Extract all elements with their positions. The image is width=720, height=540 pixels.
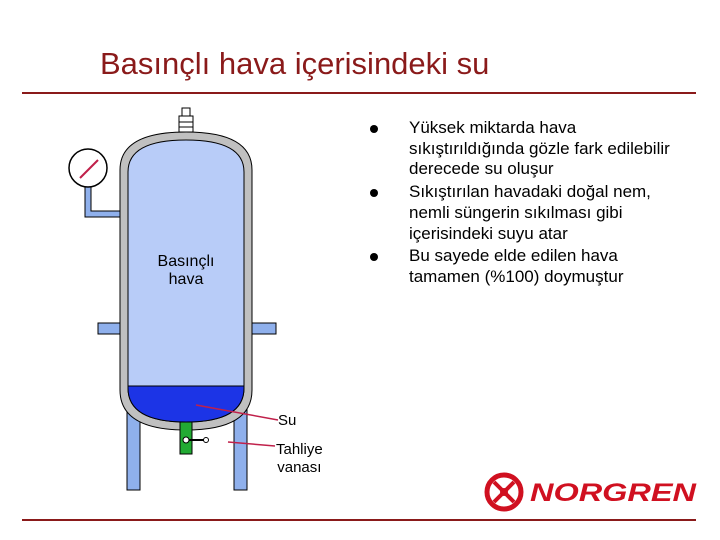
water-label: Su	[278, 412, 297, 429]
slide-title: Basınçlı hava içerisindeki su	[100, 46, 490, 81]
inlet-pipe-left	[98, 323, 122, 334]
bullet-text: Bu sayede elde edilen hava tamamen (%100) doymuştur	[409, 246, 624, 286]
drain-valve-label: Tahliye vanası	[276, 441, 323, 476]
bullet-item	[370, 118, 690, 180]
inlet-pipe-right	[252, 323, 276, 334]
bullet-dot-icon	[370, 189, 378, 197]
bullet-dot-icon	[370, 125, 378, 133]
norgren-emblem-icon	[487, 475, 521, 509]
bullet-text: Sıkıştırılan havadaki doğal nem, nemli süngerin sıkılması gibi içerisindeki suyu atar	[409, 182, 651, 243]
bullet-item	[370, 246, 690, 287]
bullet-text: Yüksek miktarda hava sıkıştırıldığında gözle fark edilebilir derecede su oluşur	[409, 118, 670, 179]
footer-divider	[22, 519, 696, 521]
bullet-item	[370, 182, 690, 244]
norgren-wordmark: NORGREN	[530, 479, 698, 507]
norgren-logo	[484, 470, 698, 514]
pressure-air-label: Basınçlı hava	[157, 253, 215, 288]
top-fitting	[179, 108, 193, 132]
bullet-dot-icon	[370, 253, 378, 261]
pressure-gauge-icon	[69, 149, 107, 187]
bullet-list	[370, 118, 690, 288]
